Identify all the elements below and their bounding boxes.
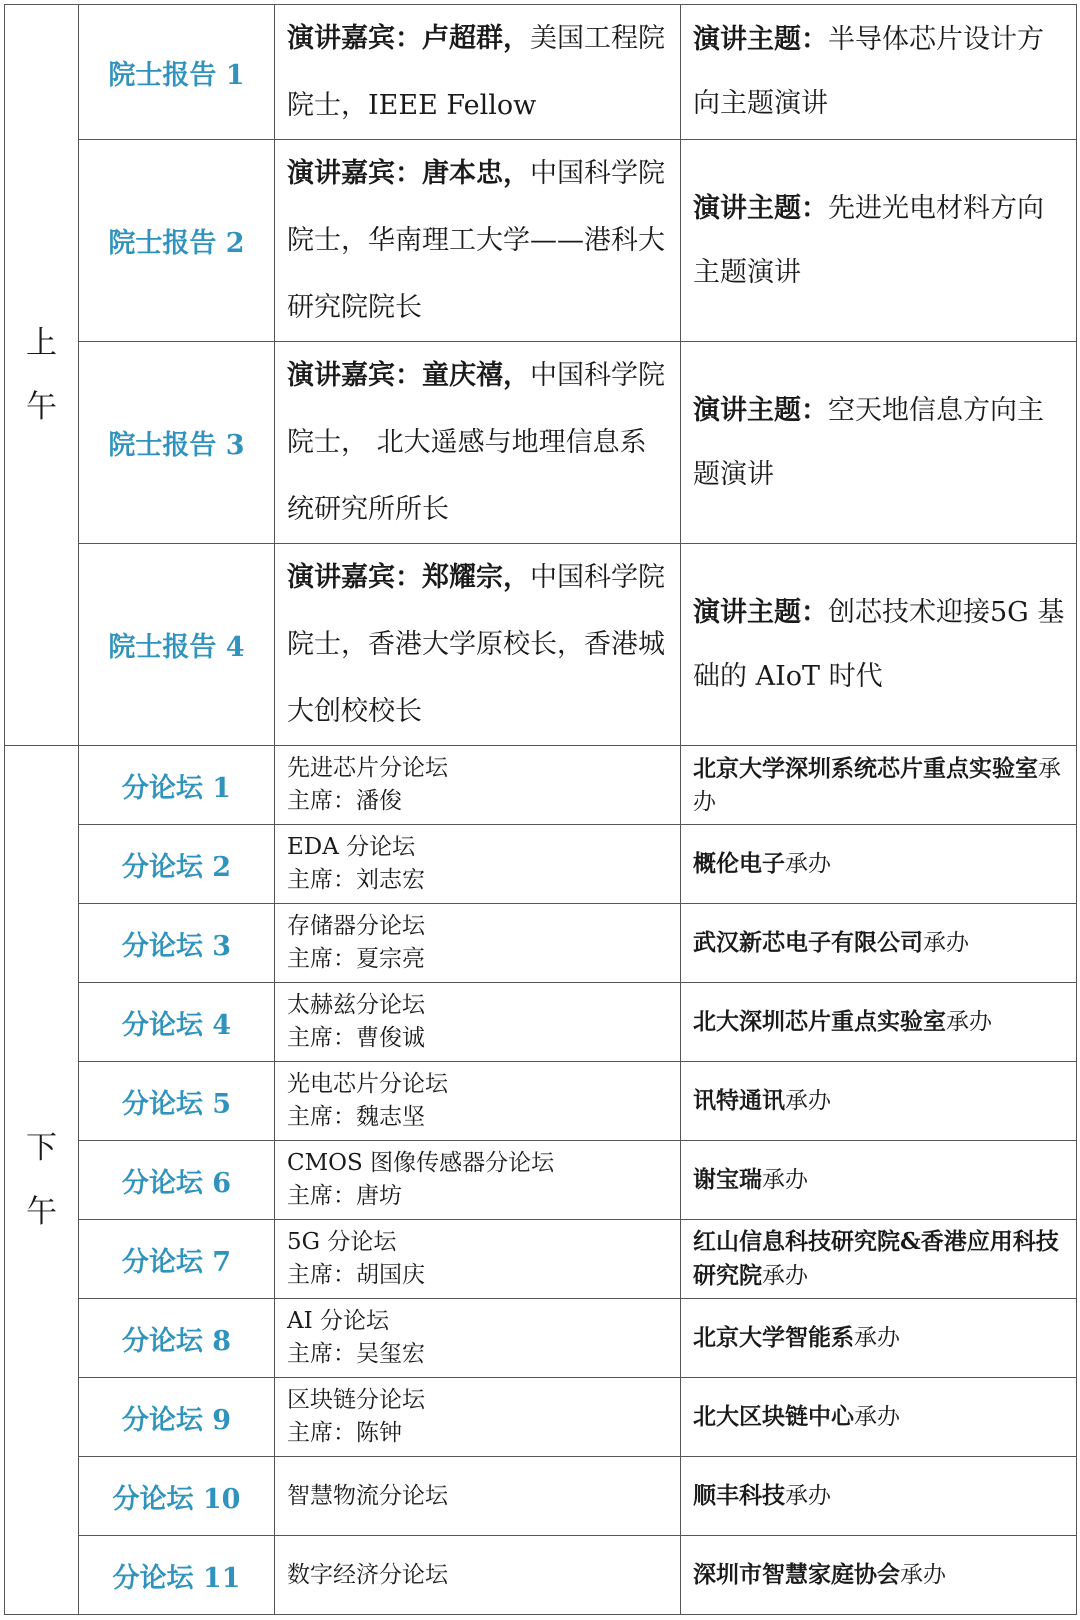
host-cell: [681, 904, 1077, 983]
table-row: [5, 1220, 1077, 1299]
host-cell: [681, 983, 1077, 1062]
table-row: [5, 904, 1077, 983]
table-row: [5, 1378, 1077, 1457]
forum-cell: [275, 1220, 681, 1299]
forum-label: 分论坛 3: [79, 904, 275, 983]
forum-cell: [275, 1141, 681, 1220]
forum-cell: [275, 1457, 681, 1536]
period-afternoon: [5, 746, 79, 1615]
speaker-title: 中国科学院院士，香港大学原校长，香港城大创校校长: [287, 562, 665, 727]
forum-label: 分论坛 8: [79, 1299, 275, 1378]
forum-chair: 主席：刘志宏: [287, 867, 425, 893]
topic-cell: [681, 140, 1077, 342]
table-row: [5, 983, 1077, 1062]
host-suffix: 承办: [946, 1009, 992, 1035]
host-org: 深圳市智慧家庭协会: [693, 1561, 900, 1588]
speaker-cell: [275, 140, 681, 342]
forum-chair: 主席：陈钟: [287, 1420, 402, 1446]
topic-cell: [681, 544, 1077, 746]
forum-cell: [275, 1299, 681, 1378]
host-org: 讯特通讯: [693, 1087, 785, 1114]
topic-text: 先进光电材料方向主题演讲: [693, 192, 1044, 288]
forum-cell: [275, 983, 681, 1062]
session-label: 院士报告 1: [79, 5, 275, 140]
host-suffix: 承办: [923, 930, 969, 956]
topic-text: 创芯技术迎接5G 基础的 AIoT 时代: [693, 596, 1065, 692]
host-org: 顺丰科技: [693, 1482, 785, 1509]
forum-label: 分论坛 9: [79, 1378, 275, 1457]
host-cell: [681, 1141, 1077, 1220]
forum-name: CMOS 图像传感器分论坛: [287, 1150, 555, 1176]
table-row: [5, 746, 1077, 825]
host-cell: [681, 1220, 1077, 1299]
host-org: 北京大学智能系: [693, 1324, 854, 1351]
host-org: 谢宝瑞: [693, 1166, 762, 1193]
forum-chair: 主席：魏志坚: [287, 1104, 425, 1130]
speaker-name: 演讲嘉宾：童庆禧，: [287, 360, 530, 391]
host-suffix: 承办: [900, 1562, 946, 1588]
host-org: 北京大学深圳系统芯片重点实验室: [693, 754, 1038, 782]
speaker-name: 演讲嘉宾：卢超群，: [287, 23, 530, 54]
topic-text: 半导体芯片设计方向主题演讲: [693, 24, 1044, 119]
topic-prefix: 演讲主题：: [693, 192, 828, 224]
host-cell: [681, 1062, 1077, 1141]
forum-chair: 主席：唐坊: [287, 1183, 402, 1209]
topic-prefix: 演讲主题：: [693, 24, 828, 55]
table-row: [5, 1062, 1077, 1141]
table-row: [5, 1457, 1077, 1536]
period-char: 下: [26, 1130, 57, 1166]
session-label: 院士报告 3: [79, 342, 275, 544]
forum-cell: [275, 1536, 681, 1615]
forum-name: 数字经济分论坛: [287, 1561, 448, 1588]
table-row: [5, 544, 1077, 746]
table-row: [5, 342, 1077, 544]
topic-cell: [681, 342, 1077, 544]
forum-cell: [275, 1378, 681, 1457]
table-row: [5, 825, 1077, 904]
forum-name: 智慧物流分论坛: [287, 1482, 448, 1509]
forum-name: 区块链分论坛: [287, 1387, 425, 1413]
forum-cell: [275, 1062, 681, 1141]
host-suffix: 承办: [762, 1167, 808, 1193]
host-org: 概伦电子: [693, 850, 785, 877]
forum-name: 存储器分论坛: [287, 913, 425, 939]
host-org: 北大深圳芯片重点实验室: [693, 1008, 946, 1035]
speaker-cell: [275, 5, 681, 140]
speaker-cell: [275, 544, 681, 746]
period-char: 午: [26, 1194, 57, 1230]
speaker-name: 演讲嘉宾：唐本忠，: [287, 158, 530, 189]
forum-cell: [275, 904, 681, 983]
forum-name: 太赫兹分论坛: [287, 992, 425, 1018]
speaker-cell: [275, 342, 681, 544]
table-row: [5, 140, 1077, 342]
host-suffix: 承办: [762, 1263, 808, 1289]
forum-label: 分论坛 1: [79, 746, 275, 825]
forum-cell: [275, 825, 681, 904]
host-org: 武汉新芯电子有限公司: [693, 929, 923, 956]
forum-cell: [275, 746, 681, 825]
forum-name: AI 分论坛: [287, 1308, 390, 1334]
forum-name: EDA 分论坛: [287, 834, 416, 860]
forum-name: 光电芯片分论坛: [287, 1071, 448, 1097]
forum-chair: 主席：夏宗亮: [287, 946, 425, 972]
forum-name: 先进芯片分论坛: [287, 755, 448, 781]
table-row: [5, 1141, 1077, 1220]
host-cell: [681, 746, 1077, 825]
forum-chair: 主席：曹俊诚: [287, 1025, 425, 1051]
speaker-title: 美国工程院院士，IEEE Fellow: [287, 23, 665, 121]
host-suffix: 承办: [854, 1404, 900, 1430]
host-suffix: 承办: [785, 1483, 831, 1509]
session-label: 院士报告 2: [79, 140, 275, 342]
host-cell: [681, 1378, 1077, 1457]
host-org: 红山信息科技研究院&香港应用科技研究院: [693, 1228, 1059, 1289]
forum-label: 分论坛 5: [79, 1062, 275, 1141]
period-char: 上: [26, 325, 57, 361]
forum-label: 分论坛 7: [79, 1220, 275, 1299]
speaker-title: 中国科学院院士， 北大遥感与地理信息系统研究所所长: [287, 360, 665, 525]
table-row: [5, 1536, 1077, 1615]
table-row: [5, 5, 1077, 140]
forum-label: 分论坛 11: [79, 1536, 275, 1615]
host-suffix: 承办: [693, 755, 1061, 815]
host-org: 北大区块链中心: [693, 1403, 854, 1430]
topic-prefix: 演讲主题：: [693, 394, 828, 426]
period-char: 午: [26, 389, 57, 425]
forum-chair: 主席：胡国庆: [287, 1262, 425, 1288]
host-cell: [681, 825, 1077, 904]
host-cell: [681, 1299, 1077, 1378]
forum-chair: 主席：吴玺宏: [287, 1341, 425, 1367]
period-morning: [5, 5, 79, 746]
forum-label: 分论坛 2: [79, 825, 275, 904]
table-row: [5, 1299, 1077, 1378]
session-label: 院士报告 4: [79, 544, 275, 746]
speaker-title: 中国科学院院士，华南理工大学——港科大研究院院长: [287, 158, 665, 323]
host-cell: [681, 1457, 1077, 1536]
host-suffix: 承办: [785, 1088, 831, 1114]
host-suffix: 承办: [854, 1325, 900, 1351]
topic-cell: [681, 5, 1077, 140]
speaker-name: 演讲嘉宾：郑耀宗，: [287, 562, 530, 593]
forum-chair: 主席：潘俊: [287, 788, 402, 814]
host-cell: [681, 1536, 1077, 1615]
host-suffix: 承办: [785, 851, 831, 877]
forum-label: 分论坛 6: [79, 1141, 275, 1220]
forum-name: 5G 分论坛: [287, 1229, 397, 1255]
forum-label: 分论坛 4: [79, 983, 275, 1062]
topic-prefix: 演讲主题：: [693, 596, 828, 628]
forum-label: 分论坛 10: [79, 1457, 275, 1536]
schedule-table: [4, 4, 1077, 1615]
topic-text: 空天地信息方向主题演讲: [693, 394, 1044, 490]
